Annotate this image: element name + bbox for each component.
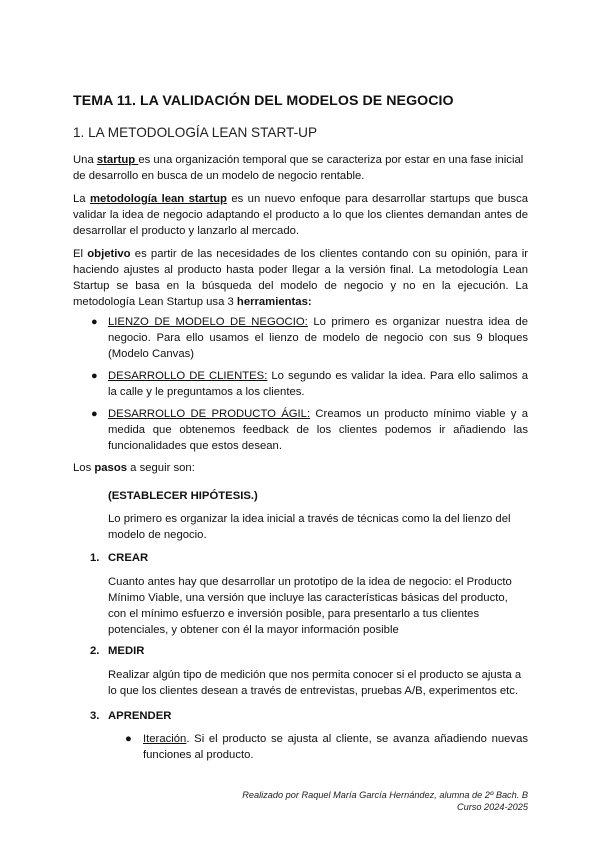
footer-course: Curso 2024-2025 (457, 802, 528, 812)
step-text: Cuanto antes hay que desarrollar un prototipo de la idea de negocio: el Producto Mínimo Viable, una versión que incluye las características básicas del producto, con el mínimo esfuerzo e inversión posible, para presentarlo a tus clientes potenciales, y obtener con él la mayor información posible (108, 576, 512, 636)
objective-term: objetivo (87, 248, 131, 260)
tool-text: Creamos un producto mínimo viable y a medida que obtenemos feedback de los clientes podemos ir añadiendo las funcionalidades que estos desean. (108, 408, 528, 452)
objective-paragraph (73, 246, 528, 310)
steps-intro (73, 460, 528, 476)
tool-text: Lo primero es organizar nuestra idea de negocio. Para ello usamos el lienzo de modelo de negocio con sus 9 bloques (Modelo Canvas) (108, 316, 528, 360)
step-title: MEDIR (108, 645, 145, 657)
steps-intro-pre: Los (73, 462, 95, 474)
step-hypothesis-text: Lo primero es organizar la idea inicial a través de técnicas como la del lienzo del modelo de negocio. (108, 513, 511, 541)
footer (242, 789, 528, 813)
lean-definition (73, 191, 528, 239)
p1-pre: Una (73, 154, 97, 166)
bullet-icon: ● (91, 370, 98, 382)
step-number: 2. (90, 645, 100, 657)
document-title: TEMA 11. LA VALIDACIÓN DEL MODELOS DE NEGOCIO (73, 93, 454, 109)
iteration-label: Iteración (143, 733, 187, 745)
p2-pre: La (73, 193, 90, 205)
footer-author: Realizado por Raquel María García Hernández, alumna de 2º Bach. B (242, 790, 528, 800)
bullet-icon: ● (125, 733, 132, 745)
p2-post: es un nuevo enfoque para desarrollar startups que busca validar la idea de negocio adaptando el producto a lo que los clientes demandan antes de desarrollar el producto y lanzarlo al mercado. (73, 193, 528, 237)
lean-term: metodología lean startup (90, 193, 227, 205)
tool-label: LIENZO DE MODELO DE NEGOCIO: (108, 316, 308, 328)
step-hypothesis-title: (ESTABLECER HIPÓTESIS.) (108, 490, 258, 502)
tool-text: Lo segundo es validar la idea. Para ello salimos a la calle y le preguntamos a los clientes. (108, 370, 528, 398)
steps-intro-post: a seguir son: (127, 462, 195, 474)
step-number: 3. (90, 710, 100, 722)
p1-post: es una organización temporal que se caracteriza por estar en una fase inicial de desarrollo en busca de un modelo de negocio rentable. (73, 154, 524, 182)
bullet-icon: ● (91, 316, 98, 328)
iteration-text: . Si el producto se ajusta al cliente, se avanza añadiendo nuevas funciones al producto. (143, 733, 528, 761)
startup-term: startup (96, 154, 139, 166)
startup-definition (73, 152, 528, 184)
step-number: 1. (90, 552, 100, 564)
bullet-icon: ● (91, 408, 98, 420)
p3-pre: El (73, 248, 88, 260)
step-title: APRENDER (108, 710, 172, 722)
step-text: Realizar algún tipo de medición que nos permita conocer si el producto se ajusta a lo que los clientes desean a través de entrevistas, pruebas A/B, experimentos etc. (108, 669, 522, 697)
tools-term: herramientas: (236, 296, 312, 308)
steps-term: pasos (94, 462, 128, 474)
step-title: CREAR (108, 552, 149, 564)
p3-mid: es partir de las necesidades de los clientes contando con su opinión, para ir haciendo ajustes al producto hasta poder llegar a la versión final. La metodología Lean Startup se basa en la búsqueda del modelo de negocio y no en la ejecución. La metodología Lean Startup usa 3 (73, 248, 529, 308)
section-title: 1. LA METODOLOGÍA LEAN START-UP (73, 125, 318, 140)
tool-label: DESARROLLO DE PRODUCTO ÁGIL: (108, 408, 311, 420)
tool-label: DESARROLLO DE CLIENTES: (108, 370, 268, 382)
